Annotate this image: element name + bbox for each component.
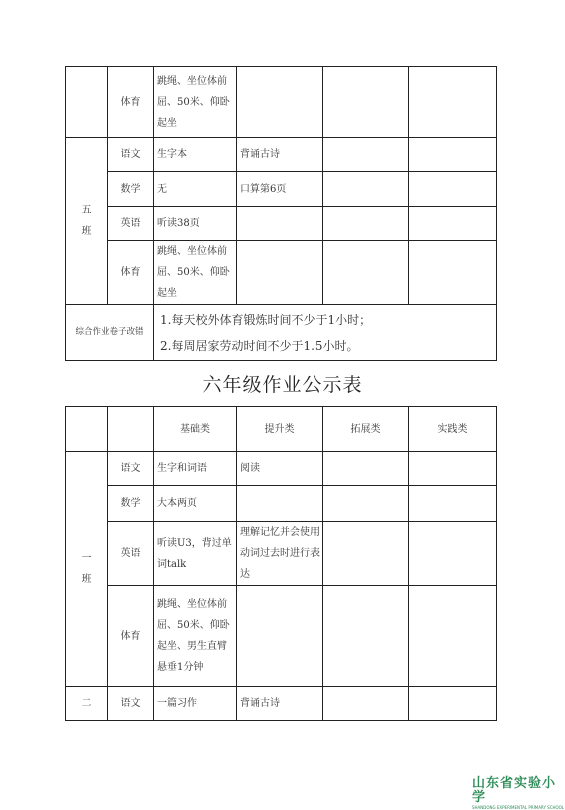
- improve-cell: 背诵古诗: [237, 138, 323, 172]
- improve-cell: [237, 486, 323, 522]
- extend-cell: [323, 586, 409, 687]
- practice-cell: [409, 452, 497, 486]
- class-name-line1: 一: [81, 553, 92, 564]
- practice-cell: [409, 172, 497, 207]
- basic-cell: 听读38页: [154, 207, 237, 241]
- improve-cell: 口算第6页: [237, 172, 323, 207]
- table-row: [66, 138, 497, 172]
- basic-cell: 大本两页: [154, 486, 237, 522]
- practice-cell: [409, 687, 497, 721]
- summary-label-cell: 综合作业卷子改错: [66, 305, 154, 361]
- header-practice: 实践类: [409, 407, 497, 452]
- school-logo: [472, 776, 565, 810]
- subject-cell: 数学: [108, 172, 154, 207]
- subject-cell: 英语: [108, 207, 154, 241]
- practice-cell: [409, 67, 497, 138]
- basic-cell: 生字本: [154, 138, 237, 172]
- extend-cell: [323, 522, 409, 586]
- subject-cell: 体育: [108, 241, 154, 305]
- subject-cell: 数学: [108, 486, 154, 522]
- subject-cell: 语文: [108, 687, 154, 721]
- header-extend: 拓展类: [323, 407, 409, 452]
- subject-cell: 语文: [108, 452, 154, 486]
- basic-cell: 跳绳、坐位体前屈、50米、仰卧起坐、男生直臂悬垂1分钟: [154, 586, 237, 687]
- improve-cell: [237, 586, 323, 687]
- basic-cell: 一篇习作: [154, 687, 237, 721]
- basic-cell: 无: [154, 172, 237, 207]
- class-name-cell: [66, 138, 108, 305]
- class-name-line1: 五: [81, 205, 92, 216]
- extend-cell: [323, 207, 409, 241]
- table-row: [66, 305, 497, 361]
- summary-notes-cell: [154, 305, 497, 361]
- summary-note-1: 1.每天校外体育锻炼时间不少于1小时；: [160, 312, 372, 327]
- basic-cell: 跳绳、坐位体前屈、50米、仰卧起坐: [154, 241, 237, 305]
- school-logo-subtext: SHANDONG EXPERIMENTAL PRIMARY SCHOOL: [472, 805, 565, 810]
- table-row: [66, 586, 497, 687]
- header-basic: 基础类: [154, 407, 237, 452]
- practice-cell: [409, 138, 497, 172]
- improve-cell: 理解记忆并会使用动词过去时进行表达: [237, 522, 323, 586]
- basic-cell: 听读U3，背过单词talk: [154, 522, 237, 586]
- class-name-line2: 班: [81, 226, 92, 237]
- improve-cell: 背诵古诗: [237, 687, 323, 721]
- table-row: [66, 172, 497, 207]
- class-name-cell: [66, 452, 108, 687]
- summary-note-2: 2.每周居家劳动时间不少于1.5小时。: [160, 338, 359, 353]
- class-homework-table-top: [65, 66, 497, 361]
- basic-cell: 跳绳、坐位体前屈、50米、仰卧起坐: [154, 67, 237, 138]
- subject-cell: 语文: [108, 138, 154, 172]
- table-row: [66, 486, 497, 522]
- header-empty-cell: [108, 407, 154, 452]
- practice-cell: [409, 586, 497, 687]
- extend-cell: [323, 241, 409, 305]
- table-row: [66, 522, 497, 586]
- extend-cell: [323, 452, 409, 486]
- improve-cell: [237, 241, 323, 305]
- subject-cell: 体育: [108, 586, 154, 687]
- school-logo-text: 山东省实验小学: [472, 776, 557, 805]
- class-name-cell: 二: [66, 687, 108, 721]
- extend-cell: [323, 687, 409, 721]
- extend-cell: [323, 486, 409, 522]
- improve-cell: [237, 207, 323, 241]
- table-row: [66, 67, 497, 138]
- extend-cell: [323, 67, 409, 138]
- practice-cell: [409, 207, 497, 241]
- practice-cell: [409, 241, 497, 305]
- table-row: [66, 241, 497, 305]
- subject-cell: 体育: [108, 67, 154, 138]
- grade6-homework-table: [65, 406, 497, 721]
- header-empty-cell: [66, 407, 108, 452]
- table-row: [66, 207, 497, 241]
- header-improve: 提升类: [237, 407, 323, 452]
- subject-cell: 英语: [108, 522, 154, 586]
- basic-cell: 生字和词语: [154, 452, 237, 486]
- improve-cell: 阅读: [237, 452, 323, 486]
- page-title: 六年级作业公示表: [202, 374, 363, 396]
- table-header-row: [66, 407, 497, 452]
- table-row: [66, 452, 497, 486]
- practice-cell: [409, 486, 497, 522]
- class-cell-empty: [66, 67, 108, 138]
- extend-cell: [323, 138, 409, 172]
- class-name-line2: 班: [81, 574, 92, 585]
- improve-cell: [237, 67, 323, 138]
- table-row: [66, 687, 497, 721]
- practice-cell: [409, 522, 497, 586]
- extend-cell: [323, 172, 409, 207]
